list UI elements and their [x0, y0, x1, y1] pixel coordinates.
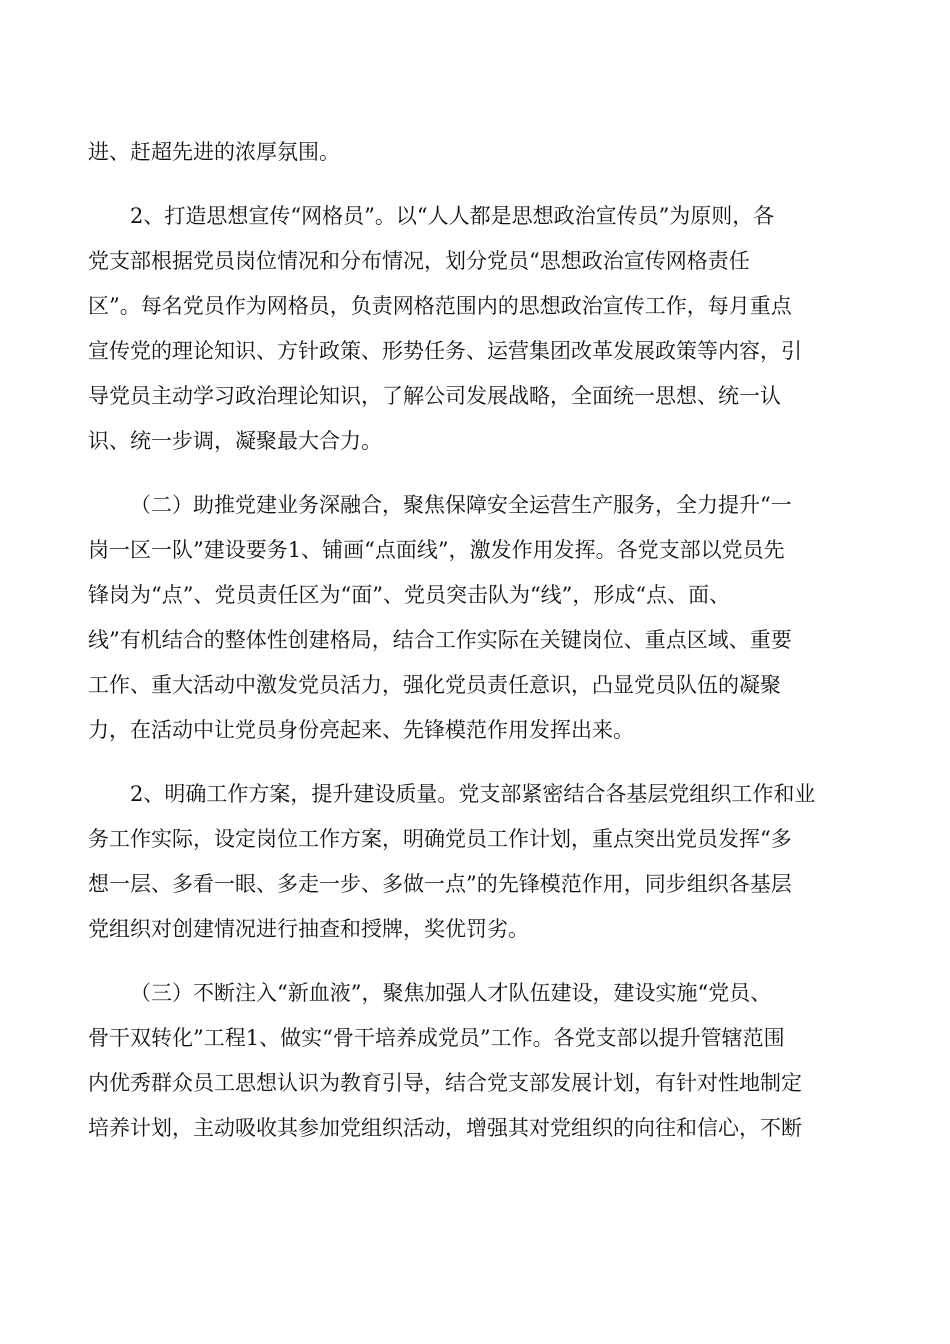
paragraph-section-two: [88, 483, 862, 753]
text-line: 进、赶超先进的浓厚氛围。: [88, 140, 340, 164]
text-line: 2、打造思想宣传“网格员”。以“人人都是思想政治宣传员”为原则，各: [130, 204, 775, 228]
text-line: 锋岗为“点”、党员责任区为“面”、党员突击队为“线”，形成“点、面、: [88, 583, 731, 607]
text-line: 骨干双转化”工程1、做实“骨干培养成党员”工作。各党支部以提升管辖范围: [88, 1026, 785, 1050]
paragraph-work-plan: [88, 772, 862, 952]
text-line: 岗一区一队”建设要务1、铺画“点面线”，激发作用发挥。各党支部以党员先: [88, 538, 785, 562]
text-line: 区”。每名党员作为网格员，负责网格范围内的思想政治宣传工作，每月重点: [88, 294, 792, 318]
text-line: （三）不断注入“新血液”，聚焦加强人才队伍建设，建设实施“党员、: [130, 981, 772, 1005]
paragraph-section-three: [88, 971, 862, 1151]
text-line: 务工作实际，设定岗位工作方案，明确党员工作计划，重点突出党员发挥“多: [88, 827, 792, 851]
paragraph-grid-member: [88, 194, 862, 464]
text-line: 识、统一步调，凝聚最大合力。: [88, 429, 382, 453]
text-line: 内优秀群众员工思想认识为教育引导，结合党支部发展计划，有针对性地制定: [88, 1071, 802, 1095]
text-line: 党支部根据党员岗位情况和分布情况，划分党员“思想政治宣传网格责任: [88, 249, 750, 273]
text-line: 想一层、多看一眼、多走一步、多做一点”的先锋模范作用，同步组织各基层: [88, 872, 792, 896]
text-line: 力，在活动中让党员身份亮起来、先锋模范作用发挥出来。: [88, 718, 634, 742]
text-line: （二）助推党建业务深融合，聚焦保障安全运营生产服务，全力提升“一: [130, 493, 792, 517]
document-page: [88, 130, 862, 1170]
text-line: 党组织对创建情况进行抽查和授牌，奖优罚劣。: [88, 917, 529, 941]
text-line: 2、明确工作方案，提升建设质量。党支部紧密结合各基层党组织工作和业: [130, 782, 816, 806]
text-line: 线”有机结合的整体性创建格局，结合工作实际在关键岗位、重点区域、重要: [88, 628, 792, 652]
paragraph-continuation: [88, 130, 862, 175]
text-line: 宣传党的理论知识、方针政策、形势任务、运营集团改革发展政策等内容，引: [88, 339, 802, 363]
text-line: 导党员主动学习政治理论知识，了解公司发展战略，全面统一思想、统一认: [88, 384, 781, 408]
text-line: 培养计划，主动吸收其参加党组织活动，增强其对党组织的向往和信心，不断: [88, 1116, 802, 1140]
text-line: 工作、重大活动中激发党员活力，强化党员责任意识，凸显党员队伍的凝聚: [88, 673, 781, 697]
